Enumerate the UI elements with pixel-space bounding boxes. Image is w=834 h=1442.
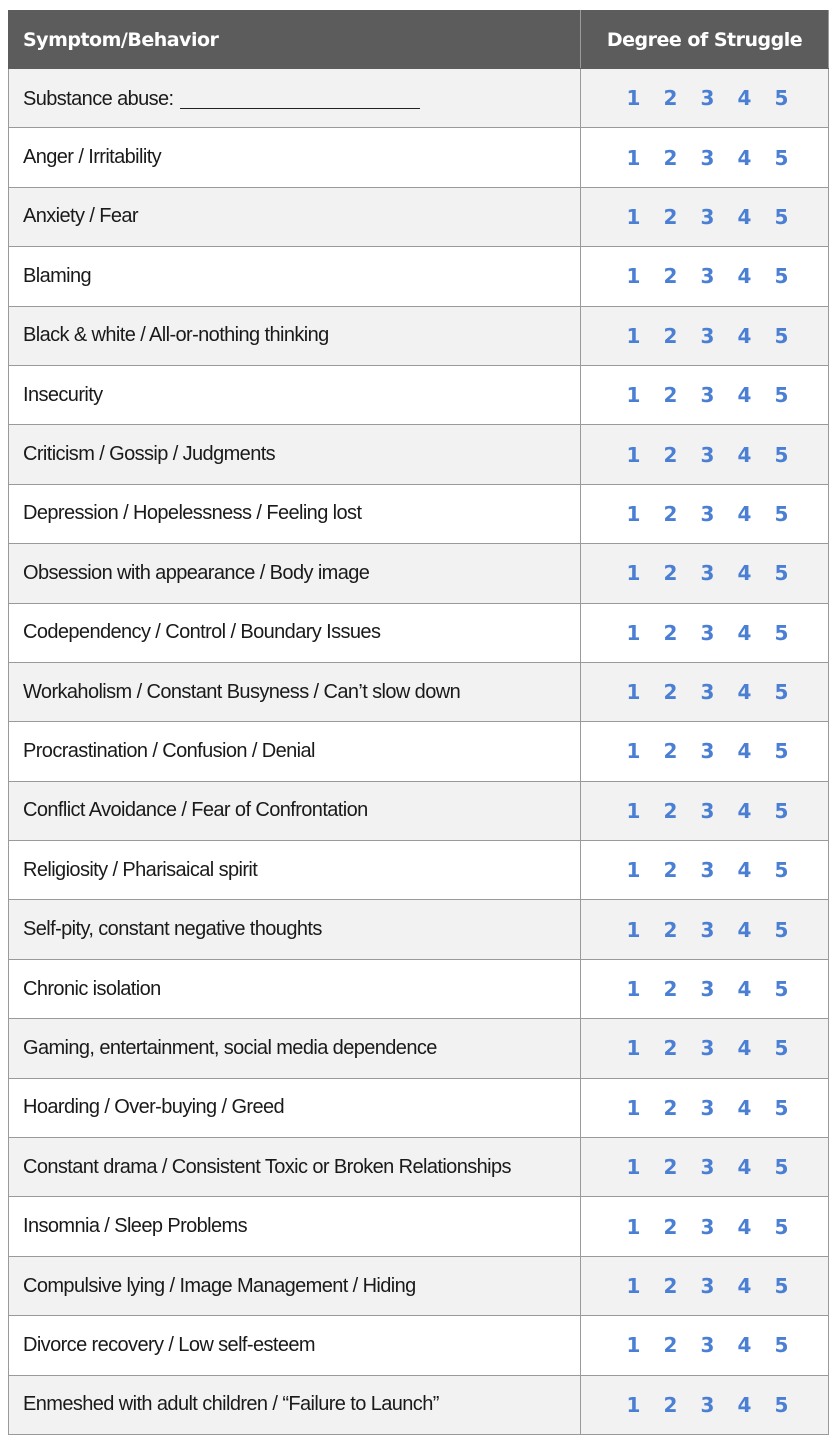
scale-cell xyxy=(581,187,829,246)
scale-cell xyxy=(581,1019,829,1078)
symptom-cell xyxy=(9,365,581,424)
rating-scale xyxy=(615,1274,800,1298)
rating-scale xyxy=(615,502,800,526)
rating-option-2[interactable]: 2 xyxy=(663,739,678,764)
symptom-cell xyxy=(9,128,581,187)
table-row xyxy=(9,1019,829,1078)
rating-option-1[interactable]: 1 xyxy=(626,1392,641,1417)
rating-option-3[interactable]: 3 xyxy=(700,1333,715,1358)
rating-option-5[interactable]: 5 xyxy=(774,383,789,408)
rating-option-1[interactable]: 1 xyxy=(626,1095,641,1120)
rating-option-1[interactable]: 1 xyxy=(626,501,641,526)
rating-option-2[interactable]: 2 xyxy=(663,1095,678,1120)
scale-cell xyxy=(581,900,829,959)
scale-cell xyxy=(581,484,829,543)
scale-cell xyxy=(581,1375,829,1434)
rating-option-1[interactable]: 1 xyxy=(626,145,641,170)
symptom-cell xyxy=(9,900,581,959)
symptom-cell xyxy=(9,425,581,484)
rating-option-4[interactable]: 4 xyxy=(737,145,752,170)
rating-scale xyxy=(615,739,800,763)
rating-option-2[interactable]: 2 xyxy=(663,323,678,348)
rating-option-4[interactable]: 4 xyxy=(737,264,752,289)
rating-scale xyxy=(615,680,800,704)
symptom-cell xyxy=(9,187,581,246)
table-row xyxy=(9,128,829,187)
rating-option-2[interactable]: 2 xyxy=(663,442,678,467)
symptom-label: Insecurity xyxy=(23,383,103,406)
symptom-label: Enmeshed with adult children / “Failure to Launch” xyxy=(23,1393,439,1416)
rating-option-1[interactable]: 1 xyxy=(626,323,641,348)
scale-cell xyxy=(581,1138,829,1197)
rating-option-5[interactable]: 5 xyxy=(774,798,789,823)
scale-cell xyxy=(581,1316,829,1375)
table-row xyxy=(9,484,829,543)
scale-cell xyxy=(581,841,829,900)
rating-option-1[interactable]: 1 xyxy=(626,1036,641,1061)
rating-option-2[interactable]: 2 xyxy=(663,264,678,289)
rating-scale xyxy=(615,1215,800,1239)
rating-option-2[interactable]: 2 xyxy=(663,858,678,883)
rating-option-2[interactable]: 2 xyxy=(663,204,678,229)
table-row xyxy=(9,306,829,365)
rating-option-1[interactable]: 1 xyxy=(626,264,641,289)
rating-option-4[interactable]: 4 xyxy=(737,323,752,348)
rating-option-4[interactable]: 4 xyxy=(737,1095,752,1120)
symptom-cell xyxy=(9,1197,581,1256)
table-row xyxy=(9,247,829,306)
rating-option-1[interactable]: 1 xyxy=(626,1333,641,1358)
rating-option-1[interactable]: 1 xyxy=(626,1214,641,1239)
scale-cell xyxy=(581,603,829,662)
symptom-cell xyxy=(9,959,581,1018)
scale-cell xyxy=(581,425,829,484)
rating-option-2[interactable]: 2 xyxy=(663,620,678,645)
rating-scale xyxy=(615,1036,800,1060)
rating-option-3[interactable]: 3 xyxy=(700,1214,715,1239)
rating-option-5[interactable]: 5 xyxy=(774,501,789,526)
rating-option-4[interactable]: 4 xyxy=(737,1392,752,1417)
symptom-label: Criticism / Gossip / Judgments xyxy=(23,443,276,466)
rating-option-3[interactable]: 3 xyxy=(700,680,715,705)
rating-option-2[interactable]: 2 xyxy=(663,680,678,705)
rating-option-1[interactable]: 1 xyxy=(626,1155,641,1180)
rating-scale xyxy=(615,205,800,229)
rating-option-4[interactable]: 4 xyxy=(737,1155,752,1180)
rating-option-4[interactable]: 4 xyxy=(737,204,752,229)
rating-option-3[interactable]: 3 xyxy=(700,739,715,764)
rating-option-3[interactable]: 3 xyxy=(700,561,715,586)
rating-option-3[interactable]: 3 xyxy=(700,383,715,408)
rating-option-4[interactable]: 4 xyxy=(737,917,752,942)
table-row xyxy=(9,365,829,424)
symptom-cell xyxy=(9,247,581,306)
rating-option-4[interactable]: 4 xyxy=(737,620,752,645)
table-row xyxy=(9,69,829,128)
rating-option-3[interactable]: 3 xyxy=(700,264,715,289)
table-row xyxy=(9,722,829,781)
rating-option-3[interactable]: 3 xyxy=(700,1155,715,1180)
rating-scale xyxy=(615,858,800,882)
rating-option-5[interactable]: 5 xyxy=(774,917,789,942)
symptom-cell xyxy=(9,722,581,781)
scale-cell xyxy=(581,1197,829,1256)
rating-option-3[interactable]: 3 xyxy=(700,204,715,229)
symptom-label: Gaming, entertainment, social media dependence xyxy=(23,1036,437,1059)
rating-option-1[interactable]: 1 xyxy=(626,204,641,229)
substance-blank-line[interactable] xyxy=(180,86,420,109)
symptom-cell xyxy=(9,1138,581,1197)
rating-scale xyxy=(615,799,800,823)
rating-option-2[interactable]: 2 xyxy=(663,1036,678,1061)
rating-scale xyxy=(615,443,800,467)
rating-option-3[interactable]: 3 xyxy=(700,1036,715,1061)
rating-option-1[interactable]: 1 xyxy=(626,1274,641,1298)
symptom-cell xyxy=(9,544,581,603)
rating-option-5[interactable]: 5 xyxy=(774,145,789,170)
header-row xyxy=(9,11,829,69)
table-row xyxy=(9,1197,829,1256)
rating-option-2[interactable]: 2 xyxy=(663,1333,678,1358)
rating-option-3[interactable]: 3 xyxy=(700,1095,715,1120)
scale-cell xyxy=(581,128,829,187)
table-row xyxy=(9,425,829,484)
symptom-label: Workaholism / Constant Busyness / Can’t slow down xyxy=(23,680,461,703)
table-row xyxy=(9,1256,829,1315)
rating-option-5[interactable]: 5 xyxy=(774,204,789,229)
scale-cell xyxy=(581,959,829,1018)
symptom-label: Compulsive lying / Image Management / Hiding xyxy=(23,1274,416,1297)
rating-option-2[interactable]: 2 xyxy=(663,798,678,823)
rating-option-2[interactable]: 2 xyxy=(663,1214,678,1239)
rating-option-3[interactable]: 3 xyxy=(700,86,715,111)
rating-option-4[interactable]: 4 xyxy=(737,680,752,705)
rating-scale xyxy=(615,1155,800,1179)
table-row xyxy=(9,841,829,900)
rating-option-4[interactable]: 4 xyxy=(737,501,752,526)
rating-option-4[interactable]: 4 xyxy=(737,561,752,586)
rating-option-3[interactable]: 3 xyxy=(700,323,715,348)
symptom-label: Insomnia / Sleep Problems xyxy=(23,1215,248,1238)
symptom-label: Self-pity, constant negative thoughts xyxy=(23,918,322,941)
symptom-label: Procrastination / Confusion / Denial xyxy=(23,739,315,762)
rating-option-3[interactable]: 3 xyxy=(700,1274,715,1298)
rating-option-4[interactable]: 4 xyxy=(737,1036,752,1061)
rating-option-5[interactable]: 5 xyxy=(774,1095,789,1120)
rating-option-4[interactable]: 4 xyxy=(737,1214,752,1239)
rating-option-2[interactable]: 2 xyxy=(663,561,678,586)
scale-cell xyxy=(581,306,829,365)
table-row xyxy=(9,1316,829,1375)
rating-option-2[interactable]: 2 xyxy=(663,501,678,526)
table-row xyxy=(9,544,829,603)
scale-cell xyxy=(581,781,829,840)
rating-scale xyxy=(615,1096,800,1120)
rating-option-3[interactable]: 3 xyxy=(700,145,715,170)
rating-option-3[interactable]: 3 xyxy=(700,798,715,823)
symptom-cell xyxy=(9,841,581,900)
rating-option-5[interactable]: 5 xyxy=(774,977,789,1002)
rating-option-1[interactable]: 1 xyxy=(626,383,641,408)
rating-option-2[interactable]: 2 xyxy=(663,1274,678,1298)
rating-option-5[interactable]: 5 xyxy=(774,323,789,348)
scale-cell xyxy=(581,662,829,721)
symptom-label: Anger / Irritability xyxy=(23,146,162,169)
rating-option-5[interactable]: 5 xyxy=(774,620,789,645)
rating-option-4[interactable]: 4 xyxy=(737,1274,752,1298)
rating-option-1[interactable]: 1 xyxy=(626,86,641,111)
header-degree-of-struggle: Degree of Struggle xyxy=(581,11,829,69)
symptom-label: Black & white / All-or-nothing thinking xyxy=(23,324,329,347)
rating-scale xyxy=(615,561,800,585)
rating-option-1[interactable]: 1 xyxy=(626,798,641,823)
rating-option-4[interactable]: 4 xyxy=(737,977,752,1002)
rating-option-2[interactable]: 2 xyxy=(663,977,678,1002)
scale-cell xyxy=(581,544,829,603)
rating-option-5[interactable]: 5 xyxy=(774,1392,789,1417)
struggle-table xyxy=(8,10,829,1435)
symptom-cell xyxy=(9,1375,581,1434)
symptom-label: Depression / Hopelessness / Feeling lost xyxy=(23,502,362,525)
rating-option-5[interactable]: 5 xyxy=(774,264,789,289)
symptom-label: Divorce recovery / Low self-esteem xyxy=(23,1333,315,1356)
symptom-label: Anxiety / Fear xyxy=(23,205,138,228)
symptom-label: Blaming xyxy=(23,264,92,287)
symptom-cell xyxy=(9,69,581,128)
symptom-cell xyxy=(9,1019,581,1078)
rating-option-3[interactable]: 3 xyxy=(700,1392,715,1417)
rating-option-5[interactable]: 5 xyxy=(774,1333,789,1358)
table-row xyxy=(9,1138,829,1197)
rating-option-1[interactable]: 1 xyxy=(626,739,641,764)
scale-cell xyxy=(581,722,829,781)
rating-option-2[interactable]: 2 xyxy=(663,917,678,942)
rating-option-1[interactable]: 1 xyxy=(626,561,641,586)
scale-cell xyxy=(581,69,829,128)
rating-option-1[interactable]: 1 xyxy=(626,858,641,883)
rating-option-5[interactable]: 5 xyxy=(774,680,789,705)
symptom-cell xyxy=(9,1078,581,1137)
rating-option-1[interactable]: 1 xyxy=(626,680,641,705)
rating-option-5[interactable]: 5 xyxy=(774,561,789,586)
symptom-label: Chronic isolation xyxy=(23,977,161,1000)
table-row xyxy=(9,1375,829,1434)
rating-option-4[interactable]: 4 xyxy=(737,86,752,111)
rating-scale xyxy=(615,86,800,110)
rating-scale xyxy=(615,146,800,170)
table-row xyxy=(9,781,829,840)
rating-scale xyxy=(615,621,800,645)
scale-cell xyxy=(581,247,829,306)
rating-option-3[interactable]: 3 xyxy=(700,442,715,467)
rating-option-4[interactable]: 4 xyxy=(737,1333,752,1358)
rating-scale xyxy=(615,324,800,348)
table-row xyxy=(9,187,829,246)
rating-option-5[interactable]: 5 xyxy=(774,1036,789,1061)
symptom-label: Conflict Avoidance / Fear of Confrontation xyxy=(23,799,368,822)
rating-option-1[interactable]: 1 xyxy=(626,442,641,467)
symptom-label: Codependency / Control / Boundary Issues xyxy=(23,621,381,644)
header-symptom-behavior: Symptom/Behavior xyxy=(9,11,581,69)
rating-option-3[interactable]: 3 xyxy=(700,977,715,1002)
rating-option-2[interactable]: 2 xyxy=(663,1392,678,1417)
symptom-label: Obsession with appearance / Body image xyxy=(23,561,370,584)
table-row xyxy=(9,603,829,662)
rating-option-2[interactable]: 2 xyxy=(663,145,678,170)
rating-option-5[interactable]: 5 xyxy=(774,442,789,467)
scale-cell xyxy=(581,1256,829,1315)
symptom-cell xyxy=(9,662,581,721)
symptom-label: Religiosity / Pharisaical spirit xyxy=(23,858,258,881)
rating-option-4[interactable]: 4 xyxy=(737,383,752,408)
rating-option-2[interactable]: 2 xyxy=(663,86,678,111)
table-row xyxy=(9,959,829,1018)
symptom-cell xyxy=(9,781,581,840)
rating-scale xyxy=(615,918,800,942)
symptom-label: Hoarding / Over-buying / Greed xyxy=(23,1096,285,1119)
rating-option-4[interactable]: 4 xyxy=(737,442,752,467)
rating-option-3[interactable]: 3 xyxy=(700,620,715,645)
symptom-cell xyxy=(9,603,581,662)
rating-option-5[interactable]: 5 xyxy=(774,86,789,111)
rating-option-5[interactable]: 5 xyxy=(774,858,789,883)
rating-option-4[interactable]: 4 xyxy=(737,739,752,764)
rating-option-5[interactable]: 5 xyxy=(774,1274,789,1298)
table-row xyxy=(9,662,829,721)
rating-option-2[interactable]: 2 xyxy=(663,383,678,408)
rating-scale xyxy=(615,977,800,1001)
table-body xyxy=(9,69,829,1435)
rating-option-3[interactable]: 3 xyxy=(700,501,715,526)
rating-option-3[interactable]: 3 xyxy=(700,917,715,942)
table-row xyxy=(9,900,829,959)
rating-option-1[interactable]: 1 xyxy=(626,977,641,1002)
symptom-cell xyxy=(9,484,581,543)
scale-cell xyxy=(581,1078,829,1137)
rating-option-5[interactable]: 5 xyxy=(774,1214,789,1239)
rating-option-1[interactable]: 1 xyxy=(626,620,641,645)
rating-option-3[interactable]: 3 xyxy=(700,858,715,883)
table-row xyxy=(9,1078,829,1137)
rating-scale xyxy=(615,1333,800,1357)
rating-scale xyxy=(615,1393,800,1417)
rating-option-5[interactable]: 5 xyxy=(774,1155,789,1180)
scale-cell xyxy=(581,365,829,424)
symptom-cell xyxy=(9,1256,581,1315)
rating-option-1[interactable]: 1 xyxy=(626,917,641,942)
symptom-cell xyxy=(9,1316,581,1375)
rating-option-2[interactable]: 2 xyxy=(663,1155,678,1180)
symptom-label: Substance abuse: xyxy=(23,87,174,110)
rating-option-4[interactable]: 4 xyxy=(737,798,752,823)
rating-scale xyxy=(615,383,800,407)
symptom-label: Constant drama / Consistent Toxic or Broken Relationships xyxy=(23,1155,511,1178)
rating-option-5[interactable]: 5 xyxy=(774,739,789,764)
rating-scale xyxy=(615,264,800,288)
symptom-cell xyxy=(9,306,581,365)
rating-option-4[interactable]: 4 xyxy=(737,858,752,883)
